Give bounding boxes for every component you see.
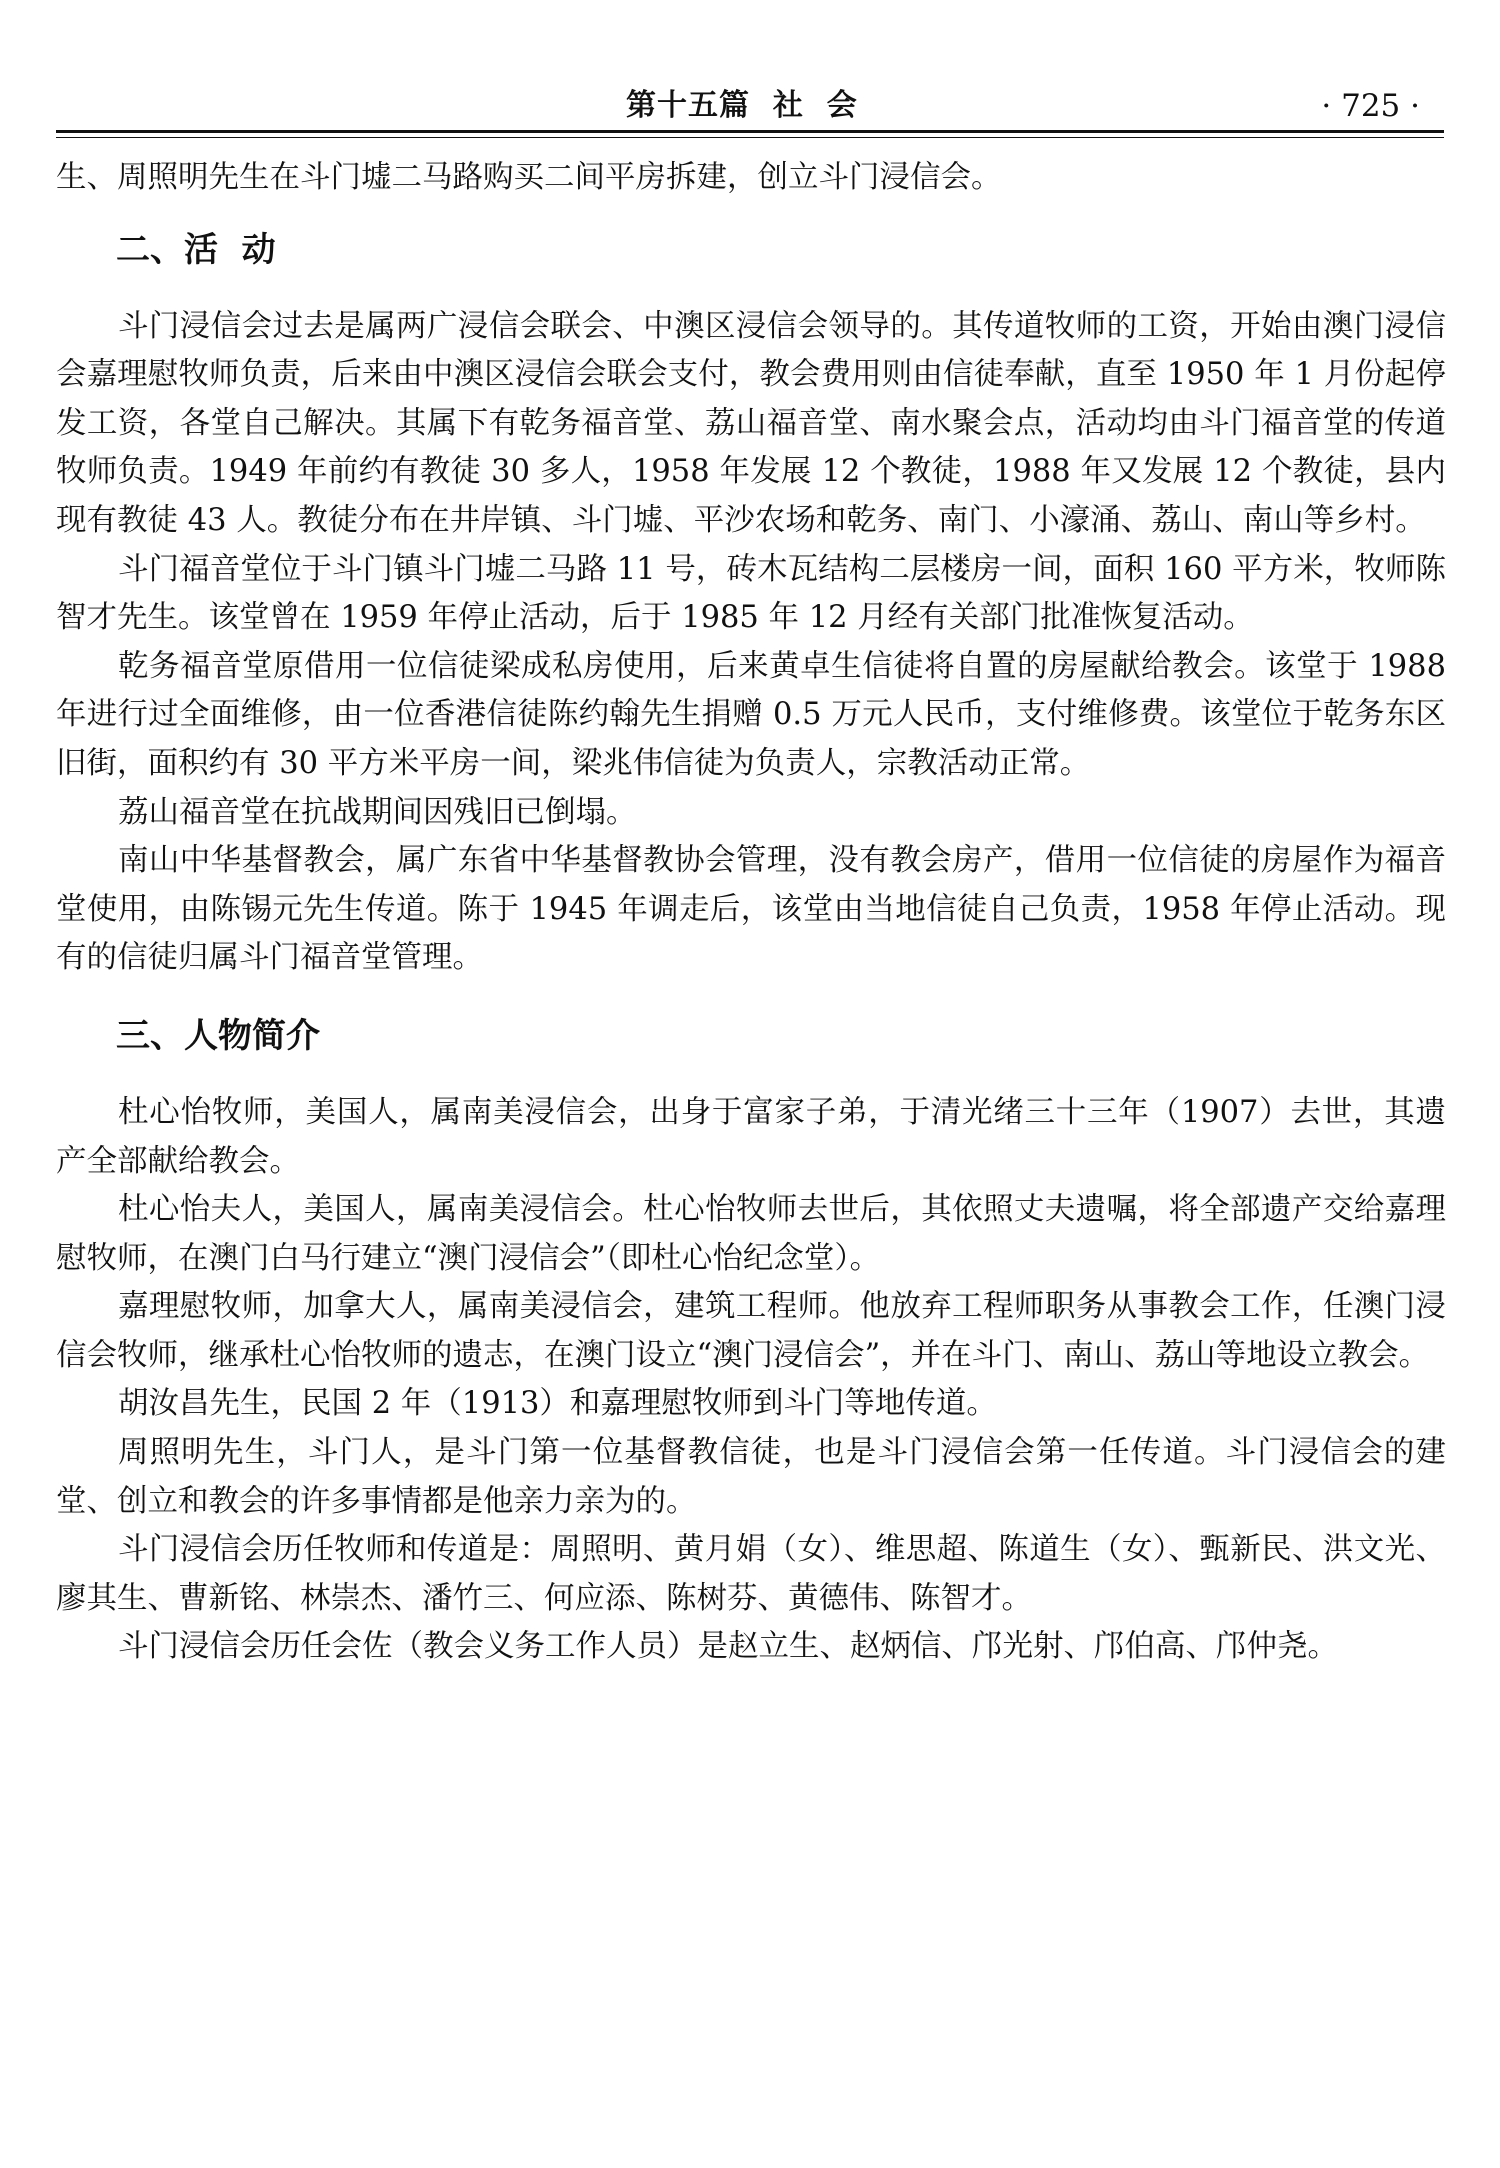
header-rule-thick — [56, 130, 1444, 133]
page-header — [56, 84, 1444, 134]
body-paragraph: 杜心怡夫人，美国人，属南美浸信会。杜心怡牧师去世后，其依照丈夫遗嘱，将全部遗产交给嘉理慰牧师，在澳门白马行建立“澳门浸信会”（即杜心怡纪念堂）。 — [56, 1192, 1446, 1276]
page-number: · 725 · — [1321, 88, 1420, 124]
body-paragraph: 乾务福音堂原借用一位信徒梁成私房使用，后来黄卓生信徒将自置的房屋献给教会。该堂于 1988 年进行过全面维修，由一位香港信徒陈约翰先生捐赠 0.5 万元人民币，支付维修费。该堂位于乾务东区旧街，面积约有 30 平方米平房一间，梁兆伟信徒为负责人，宗教活动正常。 — [56, 648, 1446, 781]
section-heading-activities: 二、活 动 — [116, 229, 276, 270]
body-paragraph: 南山中华基督教会，属广东省中华基督教协会管理，没有教会房产，借用一位信徒的房屋作为福音堂使用，由陈锡元先生传道。陈于 1945 年调走后，该堂由当地信徒自己负责，1958 年停止活动。现有的信徒归属斗门福音堂管理。 — [56, 843, 1446, 976]
header-rule-thin — [56, 137, 1444, 138]
body-paragraph: 荔山福音堂在抗战期间因残旧已倒塌。 — [118, 794, 637, 830]
running-header-title: 第十五篇 社 会 — [626, 88, 858, 123]
page-body — [56, 154, 1446, 1672]
body-paragraph: 胡汝昌先生，民国 2 年（1913）和嘉理慰牧师到斗门等地传道。 — [118, 1386, 997, 1422]
section-heading-biographies: 三、人物简介 — [116, 1015, 320, 1056]
body-paragraph: 斗门福音堂位于斗门镇斗门墟二马路 11 号，砖木瓦结构二层楼房一间，面积 160 平方米，牧师陈智才先生。该堂曾在 1959 年停止活动，后于 1985 年 12 月经有关部门批准恢复活动。 — [56, 551, 1446, 636]
body-paragraph: 周照明先生，斗门人，是斗门第一位基督教信徒，也是斗门浸信会第一任传道。斗门浸信会的建堂、创立和教会的许多事情都是他亲力亲为的。 — [56, 1435, 1446, 1519]
body-paragraph: 斗门浸信会过去是属两广浸信会联会、中澳区浸信会领导的。其传道牧师的工资，开始由澳门浸信会嘉理慰牧师负责，后来由中澳区浸信会联会支付，教会费用则由信徒奉献，直至 1950 年 1 月份起停发工资，各堂自己解决。其属下有乾务福音堂、荔山福音堂、南水聚会点，活动均由斗门福音堂的传道牧师负责。1949 年前约有教徒 30 多人，1958 年发展 12 个教徒，1988 年又发展 12 个教徒，县内现有教徒 43 人。教徒分布在井岸镇、斗门墟、平沙农场和乾务、南门、小濠涌、荔山、南山等乡村。 — [56, 308, 1446, 538]
continuation-paragraph: 生、周照明先生在斗门墟二马路购买二间平房拆建，创立斗门浸信会。 — [56, 160, 1002, 195]
body-paragraph: 斗门浸信会历任牧师和传道是：周照明、黄月娟（女）、维思超、陈道生（女）、甄新民、洪文光、廖其生、曹新铭、林崇杰、潘竹三、何应添、陈树芬、黄德伟、陈智才。 — [56, 1532, 1446, 1616]
body-paragraph: 斗门浸信会历任会佐（教会义务工作人员）是赵立生、赵炳信、邝光射、邝伯高、邝仲尧。 — [118, 1629, 1338, 1665]
body-paragraph: 嘉理慰牧师，加拿大人，属南美浸信会，建筑工程师。他放弃工程师职务从事教会工作，任澳门浸信会牧师，继承杜心怡牧师的遗志，在澳门设立“澳门浸信会”，并在斗门、南山、荔山等地设立教会。 — [56, 1289, 1446, 1373]
body-paragraph: 杜心怡牧师，美国人，属南美浸信会，出身于富家子弟，于清光绪三十三年（1907）去世，其遗产全部献给教会。 — [56, 1094, 1446, 1179]
